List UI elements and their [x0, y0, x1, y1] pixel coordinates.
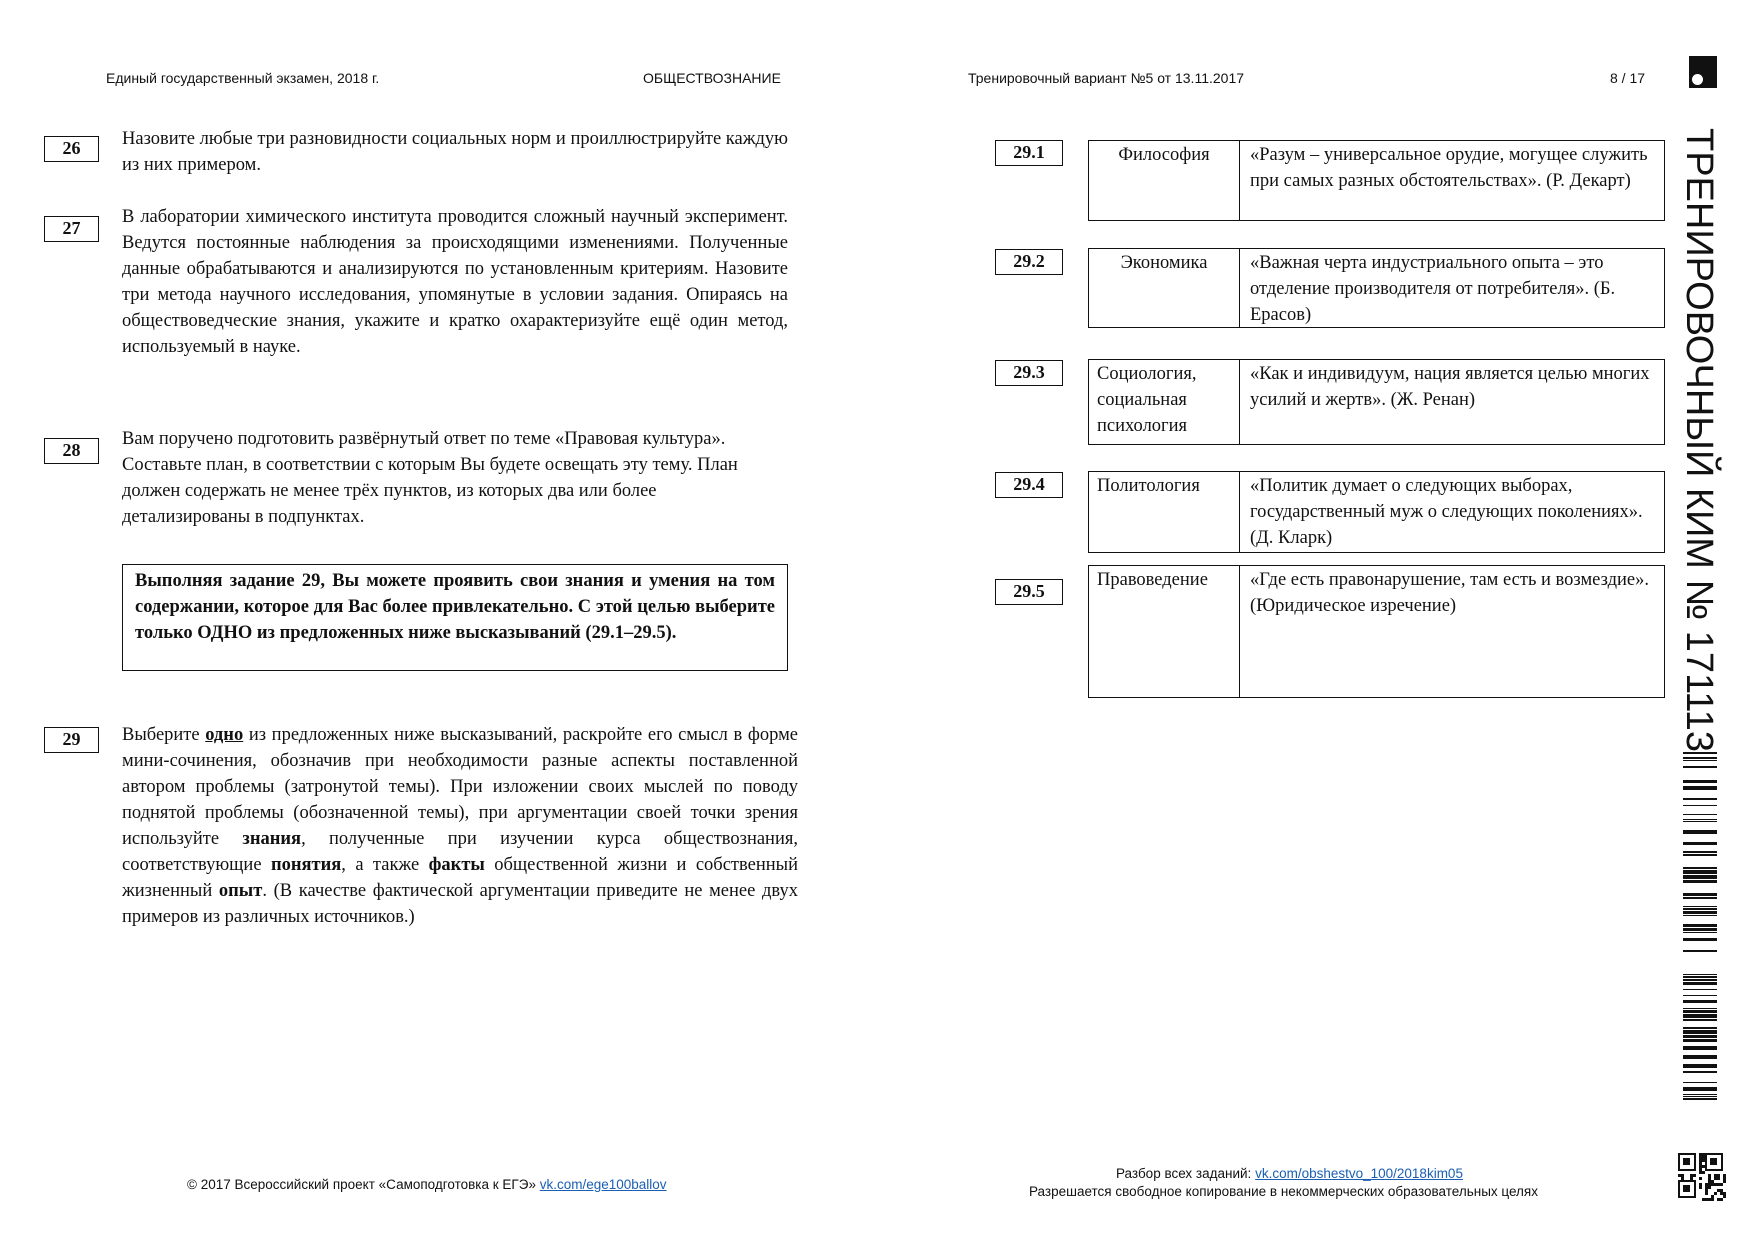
quote-text: «Политик думает о следующих выборах, государственный муж о следующих поколениях». (Д. Кларк)	[1250, 476, 1643, 548]
task-number-27: 27	[44, 216, 99, 242]
quote-text: «Где есть правонарушение, там есть и возмездие». (Юридическое изречение)	[1250, 570, 1649, 616]
footer-copyright	[187, 1177, 667, 1192]
task-29-emphasis-facts: факты	[428, 855, 485, 875]
quote-row-29-2	[1088, 248, 1665, 328]
task-29-part-5: общественной жизни и собственный жизненный	[122, 855, 798, 901]
quote-number-29-2: 29.2	[995, 249, 1063, 275]
task-28-text	[122, 426, 742, 530]
footer-copyright-link[interactable]: vk.com/ege100ballov	[539, 1177, 667, 1192]
task-29-emphasis-experience: опыт	[218, 881, 263, 901]
task-number-26: 26	[44, 136, 99, 162]
quote-subject: Политология	[1089, 472, 1240, 552]
barcode	[1683, 752, 1717, 1102]
task-29-part-3: , полученные при изучении курса обществознания, соответствующие	[122, 829, 798, 875]
task-29-part-1: Выберите	[122, 725, 206, 745]
quote-number-29-4: 29.4	[995, 472, 1063, 498]
qr-code	[1678, 1153, 1726, 1201]
task-26-text	[122, 126, 788, 178]
footer-analysis	[1116, 1166, 1463, 1181]
quote-subject: Экономика	[1089, 249, 1240, 327]
quote-number-29-3: 29.3	[995, 360, 1063, 386]
quote-row-29-5	[1088, 565, 1665, 698]
task-29-text	[122, 722, 798, 930]
qr-code-icon	[1678, 1153, 1726, 1201]
quote-number-29-1: 29.1	[995, 140, 1063, 166]
task-29-emphasis-knowledge: знания	[242, 829, 302, 849]
quote-number-29-5: 29.5	[995, 579, 1063, 605]
footer-analysis-link[interactable]: vk.com/obshestvo_100/2018kim05	[1255, 1166, 1463, 1181]
quote-text: «Важная черта индустриального опыта – это отделение производителя от потребителя». (Б. Ерасов)	[1250, 253, 1616, 325]
task-29-part-2: из предложенных ниже высказываний, раскройте его смысл в форме мини-сочинения, обозначив при необходимости разные аспекты поставленной автором проблемы (затронутой темы). При изложении своих мыслей по поводу поднятой проблемы (обозначенной темы), при аргументации своей точки зрения используйте	[122, 725, 798, 849]
task-29-emphasis-one: одно	[205, 725, 244, 745]
task-29-part-6: . (В качестве фактической аргументации приведите не менее двух примеров из различных источников.)	[122, 881, 798, 927]
quote-subject: Правоведение	[1089, 566, 1240, 697]
task-number-28: 28	[44, 438, 99, 464]
task-29-paragraph	[122, 722, 798, 930]
corner-marker-icon	[1689, 56, 1717, 88]
header-variant: Тренировочный вариант №5 от 13.11.2017	[968, 70, 1245, 86]
quote-subject: Социология, социальная психология	[1089, 360, 1240, 444]
header-page-number: 8 / 17	[1610, 70, 1646, 86]
task-number-29: 29	[44, 727, 99, 753]
quote-row-29-4	[1088, 471, 1665, 553]
quote-subject: Философия	[1089, 141, 1240, 220]
quote-row-29-1	[1088, 140, 1665, 221]
quote-row-29-3	[1088, 359, 1665, 445]
footer-license: Разрешается свободное копирование в некоммерческих образовательных целях	[1029, 1184, 1538, 1199]
task-28-paragraph: Вам поручено подготовить развёрнутый ответ по теме «Правовая культура». Составьте план, в соответствии с которым Вы будете освещать эту тему. План должен содержать не менее трёх пунктов, из которых два или более детализированы в подпунктах.	[122, 429, 738, 527]
header-exam: Единый государственный экзамен, 2018 г.	[106, 70, 380, 86]
footer-copyright-text: © 2017 Всероссийский проект «Самоподготовка к ЕГЭ»	[187, 1177, 536, 1192]
quote-text: «Как и индивидуум, нация является целью многих усилий и жертв». (Ж. Ренан)	[1250, 364, 1650, 410]
header-subject: ОБЩЕСТВОЗНАНИЕ	[643, 70, 781, 86]
quote-text: «Разум – универсальное орудие, могущее служить при самых разных обстоятельствах». (Р. Декарт)	[1250, 145, 1648, 191]
task-27-text	[122, 204, 788, 360]
barcode-icon	[1683, 752, 1717, 1102]
task-27-paragraph: В лаборатории химического института проводится сложный научный эксперимент. Ведутся постоянные наблюдения за происходящими изменениями. Полученные данные обрабатываются и анализируются по установленным критериям. Назовите три метода научного исследования, упомянутые в условии задания. Опираясь на обществоведческие знания, укажите и кратко охарактеризуйте ещё один метод, используемый в науке.	[122, 207, 788, 357]
task-29-info-box: Выполняя задание 29, Вы можете проявить свои знания и умения на том содержании, которое для Вас более привлекательно. С этой целью выберите только ОДНО из предложенных ниже высказываний (29.1–29.5).	[122, 564, 788, 671]
task-26-paragraph: Назовите любые три разновидности социальных норм и проиллюстрируйте каждую из них примером.	[122, 129, 788, 175]
footer-analysis-label: Разбор всех заданий:	[1116, 1166, 1252, 1181]
task-29-emphasis-concepts: понятия	[270, 855, 342, 875]
task-29-part-4: , а также	[341, 855, 429, 875]
side-label	[1678, 128, 1721, 752]
side-label-text: ТРЕНИРОВОЧНЫЙ КИМ № 171113	[1678, 128, 1720, 752]
